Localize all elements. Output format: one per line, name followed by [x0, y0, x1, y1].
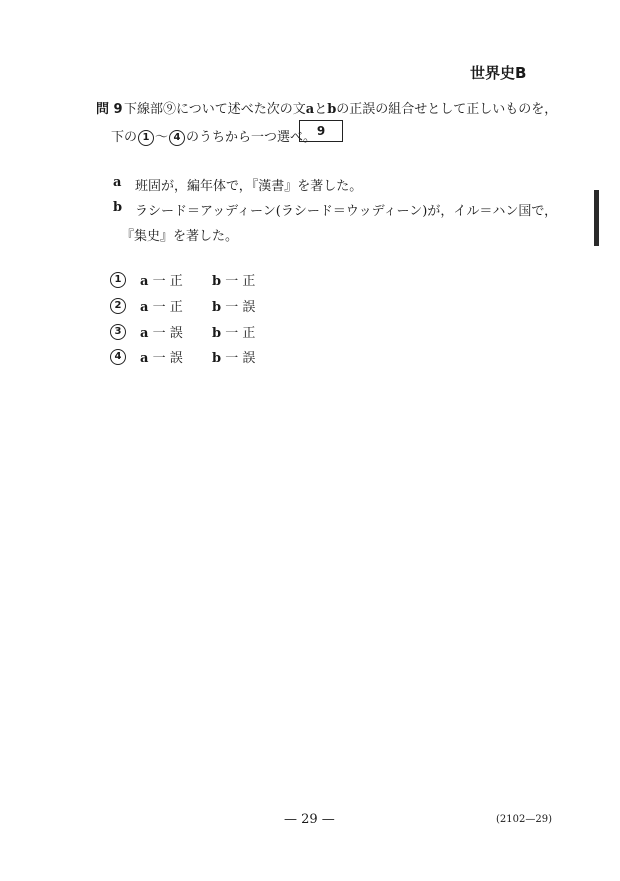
answer-option-3[interactable] [110, 322, 255, 341]
stem-text-2: の正誤の組合せとして正しいものを， [336, 102, 558, 117]
option-b-label: b [212, 326, 222, 341]
range-end-circled-number: 4 [169, 130, 185, 146]
stem-mid: と [314, 102, 328, 117]
answer-option-1[interactable] [110, 270, 255, 289]
answer-number-box: 9 [299, 120, 343, 142]
stem-line2-prefix: 下の [111, 130, 138, 145]
statement-b-letter: b [113, 200, 123, 215]
statement-b-text-line2: 『集史』を著した。 [121, 229, 239, 244]
option-b-label: b [212, 300, 222, 315]
answer-option-4[interactable] [110, 347, 255, 366]
page-number: — 29 — [284, 812, 335, 827]
option-b-value: 一 誤 [225, 300, 256, 315]
option-a-value: 一 誤 [152, 326, 183, 341]
range-start-circled-number: 1 [138, 130, 154, 146]
option-number: 1 [110, 272, 126, 288]
option-b-value: 一 正 [225, 326, 256, 341]
stem-letter-b: b [327, 102, 337, 117]
statement-a-text: 班固が，編年体で，『漢書』を著した。 [135, 179, 363, 194]
option-b-label: b [212, 351, 222, 366]
stem-letter-a: a [305, 102, 315, 117]
option-a-label: a [140, 274, 149, 289]
option-a-value: 一 正 [152, 300, 183, 315]
option-number: 3 [110, 324, 126, 340]
option-b-label: b [212, 274, 222, 289]
option-b-value: 一 誤 [225, 351, 256, 366]
option-a-label: a [140, 326, 149, 341]
range-separator: ～ [155, 130, 169, 145]
stem-line2-suffix: のうちから一つ選べ。 [186, 130, 317, 145]
option-a-label: a [140, 351, 149, 366]
question-number: 問 9 [96, 102, 123, 117]
answer-option-2[interactable] [110, 296, 255, 315]
option-a-value: 一 誤 [152, 351, 183, 366]
option-number: 4 [110, 349, 126, 365]
option-number: 2 [110, 298, 126, 314]
stem-text-1: 下線部⑨について述べた次の文 [124, 102, 306, 117]
option-a-label: a [140, 300, 149, 315]
page-code: (2102—29) [496, 814, 552, 825]
statement-b-text-line1: ラシード＝アッディーン(ラシード＝ウッディーン)が，イル＝ハン国で， [135, 204, 558, 219]
subject-title: 世界史B [470, 64, 527, 82]
option-b-value: 一 正 [225, 274, 256, 289]
statement-a-letter: a [113, 175, 122, 190]
margin-index-bar [594, 190, 599, 246]
option-a-value: 一 正 [152, 274, 183, 289]
question-stem-line2 [111, 126, 316, 146]
question-stem-line1 [124, 98, 557, 117]
